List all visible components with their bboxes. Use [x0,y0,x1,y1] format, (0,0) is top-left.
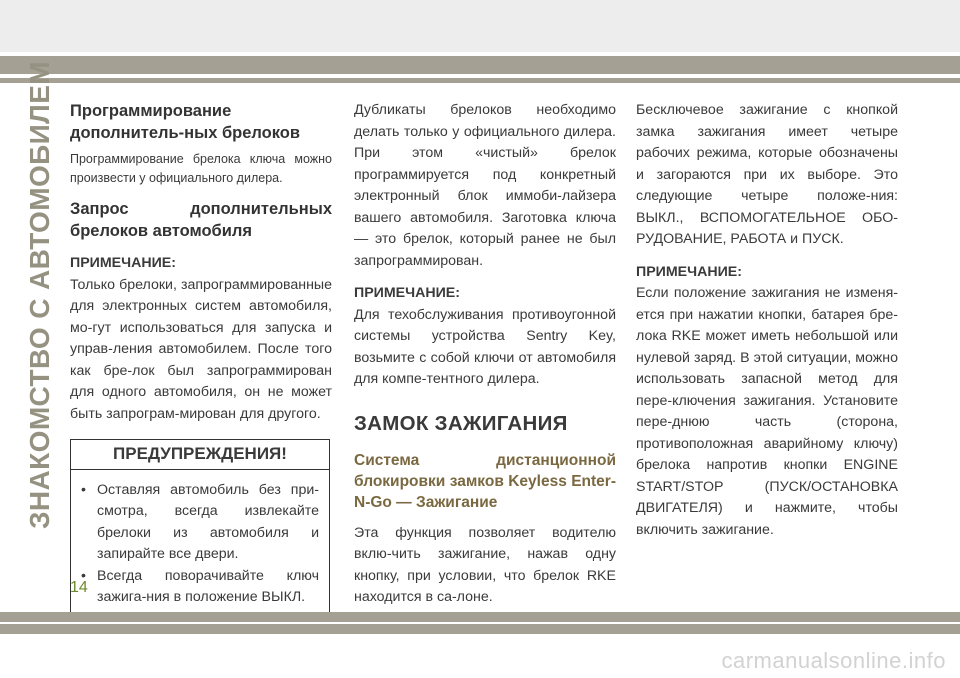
column-right [636,100,898,541]
footer-band [0,612,960,622]
warning-list [77,480,319,609]
section-heading-ignition: ЗАМОК ЗАЖИГАНИЯ [354,411,568,435]
header-band [0,56,960,74]
heading-request-fobs: Запрос дополнительных брелоков автомобиля [70,200,332,240]
warning-item: • Всегда поворачивайте ключ зажига-ния в положение ВЫКЛ. [77,566,319,609]
chapter-sidebar [22,60,58,530]
chapter-title: ЗНАКОМСТВО С АВТОМОБИЛЕМ [24,60,55,530]
warning-box [70,439,330,618]
note-label: ПРИМЕЧАНИЕ: [354,285,460,301]
subheading-keyless: Система дистанционной блокировки замков Keyless Enter- N-Go — Зажигание [354,451,616,511]
programming-text: Программирование брелока ключа можно произвести у официального дилера. [70,152,332,185]
header-stripe [0,78,960,83]
warning-item: • Оставляя автомобиль без при-смотра, всегда извлекайте брелоки из автомобиля и запирайте все двери. [77,480,319,566]
note-label: ПРИМЕЧАНИЕ: [636,263,742,280]
note-label: ПРИМЕЧАНИЕ: [70,255,176,271]
heading-programming-fobs: Программирование дополнитель-ных брелоков [70,102,301,142]
top-margin [0,0,960,52]
warning-title: ПРЕДУПРЕЖДЕНИЯ! [71,440,329,470]
page-number: 14 [70,579,88,596]
ignition-modes-text: Бесключевое зажигание с кнопкой замка зажигания имеет четыре рабочих режима, которые обозначены и загораются при их выборе. Это следующие четыре положе-ния: ВЫКЛ., ВСПОМОГАТЕЛЬНОЕ ОБО-РУДОВАНИЕ, РАБОТА и ПУСК. [636,102,898,247]
footer-band [0,624,960,634]
note-text: Для техобслуживания противоугонной системы устройства Sentry Key, возьмите с собой ключи от автомобиля для компе-тентного дилера. [354,306,616,387]
note-text: Если положение зажигания не изменя-ется при нажатии кнопки, батарея бре-лока RKE может иметь небольшой или нулевой заряд. В этой ситуации, можно использовать запасной метод для пере-ключения зажигания. Установите пере-днюю часть (сторона, противоположная аварийному ключу) брелока напротив кнопки ENGINE START/STOP (ПУСК/ОСТАНОВКА ДВИГАТЕЛЯ) и нажмите, чтобы включить зажигание. [636,285,898,538]
keyless-text: Эта функция позволяет водителю вклю-чить зажигание, нажав одну кнопку, при условии, что брелок RKE находится в са-лоне. [354,524,616,605]
watermark: carmanualsonline.info [721,648,946,673]
column-left [70,100,332,618]
note-text: Только брелоки, запрограммированные для электронных систем автомобиля, мо-гут использоваться для запуска и управ-ления автомобилем. После того как бре-лок был запрограммирован для одного автомобиля, он не может быть запрограм-мирован для другого. [70,276,332,422]
duplicates-text: Дубликаты брелоков необходимо делать только у официального дилера. При этом «чистый» брелок программируется под конкретный электронный блок иммоби-лайзера вашего автомобиля. Заготовка ключа — это брелок, который ранее не был запрограммирован. [354,102,616,269]
column-middle [354,100,616,609]
